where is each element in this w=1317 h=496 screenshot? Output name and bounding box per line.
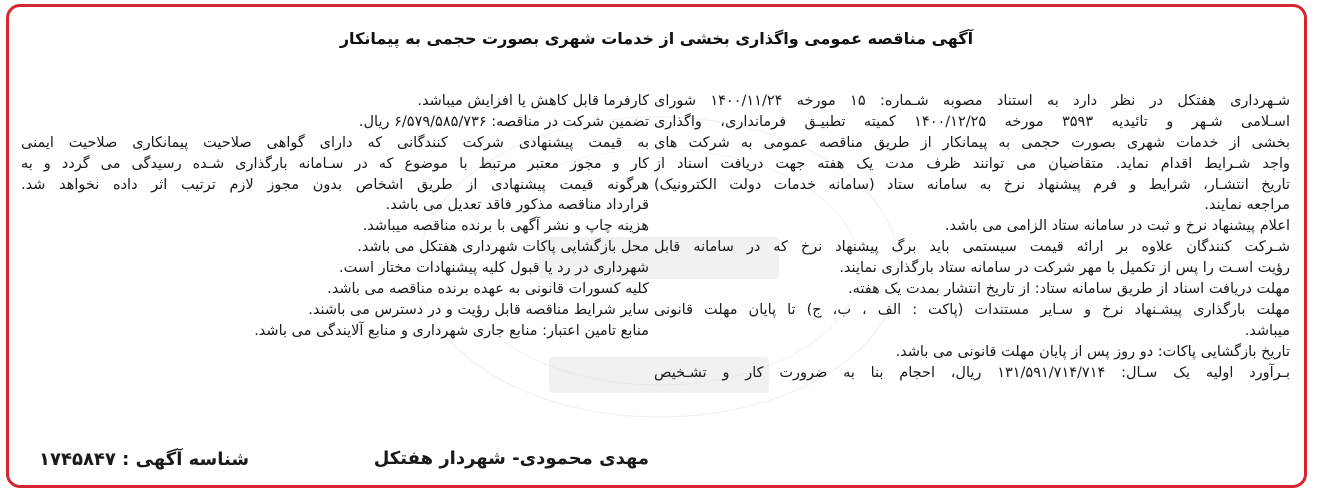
text-line: شـهرداری هفتکل در نظر دارد به استناد مصوبه شـماره: ۱۵ مورخه ۱۴۰۰/۱۱/۲۴ شورای — [654, 93, 1290, 109]
text-line: هرگونه قیمت پیشنهادی از طریق اشخاص بدون مجوز لازم ترتیب اثر داده نخواهد شد. — [21, 176, 649, 193]
text-line: قرارداد مناقصه مذکور فاقد تعدیل می باشد. — [385, 197, 649, 214]
text-line: بخشی از خدمات شهری بصورت حجمی به پیمانکار از طریق مناقصه عمومی به شرکت های — [654, 134, 1290, 151]
text-line: میباشد. — [1244, 322, 1290, 339]
right-column — [654, 91, 1290, 383]
text-line: کارفرما قابل کاهش یا افزایش میباشد. — [417, 93, 649, 109]
left-column — [21, 91, 649, 342]
text-line: محل بازگشایی پاکات شهرداری هفتکل می باشد. — [357, 239, 649, 256]
text-line: اسـلامی شـهر و تائیدیه ۳۵۹۳ مورخه ۱۴۰۰/۱۲/۲۵ کمیته تطبیـق فرمانداری، واگذاری — [654, 113, 1290, 130]
ad-id: شناسه آگهی : ۱۷۴۵۸۴۷ — [39, 449, 250, 470]
text-line: واجد شـرایط اقدام نماید. متقاضیان می توانند ظرف مدت یک هفته جهت دریافت اسناد از — [654, 155, 1290, 172]
text-line: شـرکت کنندگان علاوه بر ارائه قیمت سیستمی باید برگ پیشنهاد نرخ که در سامانه قابل — [654, 239, 1290, 256]
notice-title: آگهی مناقصه عمومی واگذاری بخشی از خدمات شهری بصورت حجمی به پیمانکار — [339, 29, 974, 48]
text-line: منابع تامین اعتبار: منابع جاری شهرداری و منابع آلایندگی می باشد. — [254, 322, 649, 339]
text-line: تاریخ انتشـار، شرایط و فرم پیشنهاد نرخ به سامانه ستاد (سامانه خدمات دولت الکترونیک) — [654, 176, 1290, 193]
text-line: رؤیت اسـت را پس از تکمیل با مهر شرکت در سامانه ستاد بارگذاری نمایند. — [839, 260, 1290, 277]
text-line: مراجعه نمایند. — [1204, 197, 1290, 214]
text-line: مهلت بارگذاری پیشـنهاد نرخ و سـایر مستندات (پاکت : الف ، ب، ج) تا پایان مهلت قانونی — [654, 301, 1290, 318]
text-line: مهلت دریافت اسناد از طریق سامانه ستاد: از تاریخ انتشار بمدت یک هفته. — [848, 281, 1290, 298]
text-line: هزینه چاپ و نشر آگهی با برنده مناقصه میباشد. — [362, 218, 649, 235]
text-line: بـرآورد اولیه یک سـال: ۱۳۱/۵۹۱/۷۱۴/۷۱۴ ریال، احجام بنا به ضرورت کار و تشـخیص — [654, 364, 1290, 381]
text-line: کار و مجوز معتبر مرتبط با موضوع که در سـامانه بارگذاری شـده رسیدگی می گردد و به — [21, 155, 649, 172]
text-line: سایر شرایط مناقصه قابل رؤیت و در دسترس می باشند. — [308, 301, 649, 318]
text-line: شهرداری در رد یا قبول کلیه پیشنهادات مختار است. — [338, 260, 649, 277]
signature: مهدی محمودی- شهردار هفتکل — [373, 448, 649, 469]
notice-frame — [6, 4, 1307, 488]
text-line: اعلام پیشنهاد نرخ و ثبت در سامانه ستاد الزامی می باشد. — [944, 218, 1290, 235]
text-line: تاریخ بازگشایی پاکات: دو روز پس از پایان مهلت قانونی می باشد. — [895, 343, 1290, 360]
text-line: به قیمت پیشنهادی شرکت کنندگانی که دارای گواهی صلاحیت پیمانکاری صلاحیت ایمنی — [21, 134, 649, 151]
text-line: تضمین شرکت در مناقصه: ۶/۵۷۹/۵۸۵/۷۳۶ ریال. — [358, 113, 649, 130]
text-line: کلیه کسورات قانونی به عهده برنده مناقصه می باشد. — [327, 281, 649, 298]
